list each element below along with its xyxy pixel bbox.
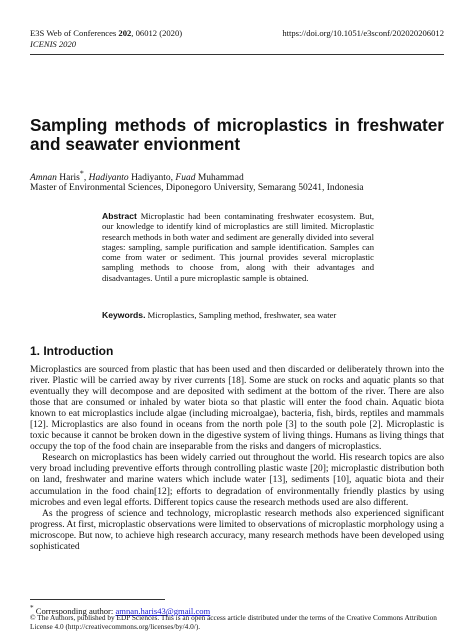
affiliation: Master of Environmental Sciences, Diponegoro University, Semarang 50241, Indonesia <box>30 183 364 193</box>
doi-link[interactable]: https://doi.org/10.1051/e3sconf/202020206012 <box>282 28 444 38</box>
journal-line <box>30 28 182 39</box>
paper-title: Sampling methods of microplastics in freshwater and seawater envionment <box>30 115 444 154</box>
footnote-rule <box>30 599 165 600</box>
paragraph: As the progress of science and technology, microplastic research methods also experienced significant progress. At first, microplastic observations were limited to observations of microplastic morphology using a microscope. But now, to achieve high research accuracy, many research methods have been developed using sophisticated <box>30 508 444 552</box>
article-number: , 06012 (2020) <box>131 28 183 38</box>
email-link[interactable]: amnan.haris43@gmail.com <box>115 605 211 616</box>
author-family-name: Haris <box>59 173 80 184</box>
footnote-label: Corresponding author: <box>33 605 116 616</box>
section-body <box>30 365 444 553</box>
abstract-text: Microplastic had been contaminating freshwater ecosystem. But, our knowledge to identify kind of microplastics are still limited. Microplastic research methods in both water and sediment are generally divided into several stages: sampling, sample purification and sample identification. Samples can come from water or sediment. This journal provides several microplastic sampling methods to choose from, along with their advantages and disadvantages. Until a pure microplastic sample is obtained. <box>102 211 374 283</box>
keywords-label: Keywords. <box>102 310 146 320</box>
license-notice: © The Authors, published by EDP Sciences. This is an open access article distributed under the terms of the Creative Commons Attribution License 4.0 (http://creativecommons.org/licenses/by/4.0/). <box>30 613 437 631</box>
paragraph: Microplastics are sourced from plastic that has been used and then discarded or deliberately thrown into the river. Plastic will be carried away by river currents [18]. Some are stuck on rocks and aquatic plants so that eventually they will decompose and are deposited with sediment at the bottom of the river. There are also those that are consumed or inhaled by water biota so that plastic will enter the food chain. Aquatic biota known to eat microplastics include algae (including microalgae), bacteria, fish, birds, reptiles and mammals [12]. Microplastics are also found in oceans from the north pole [3] to the south pole [2]. Microplastic is toxic because it cannot be broken down in the digestive system of living things. Humans as living things that occupy the top of the food chain are inseparable from the risks and dangers of microplastics. <box>30 365 444 453</box>
author-family-name: Hadiyanto <box>131 173 171 184</box>
running-header-left <box>30 28 182 50</box>
keywords-block <box>102 310 374 320</box>
keywords-text: Microplastics, Sampling method, freshwater, sea water <box>147 310 337 320</box>
journal-volume: 202 <box>118 28 132 38</box>
journal-name: E3S Web of Conferences <box>30 28 119 38</box>
author-given-name: Fuad <box>175 173 196 184</box>
author-given-name: Amnan <box>30 173 57 184</box>
footnote-marker: * <box>30 604 34 612</box>
abstract-block <box>102 211 374 283</box>
abstract-label: Abstract <box>102 211 137 221</box>
header-rule <box>30 54 444 55</box>
conference-series: ICENIS 2020 <box>30 39 77 49</box>
paragraph: Research on microplastics has been widely carried out throughout the world. His research topics are also very broad including preventive efforts through controlling plastic waste [20]; microplastic distribution both on land, freshwater and marine waters which include water [13], sediments [10], aquatic biota and their accumulation in the food chain[12]; efforts to degradation of environmentally friendly plastics by using microbes and even legal efforts. Different topics cause the research methods used are also different. <box>30 453 444 508</box>
section-heading: 1. Introduction <box>30 344 114 358</box>
corresponding-marker: * <box>79 169 84 178</box>
author-separator: , <box>170 173 176 184</box>
author-separator: , <box>83 173 89 184</box>
author-given-name: Hadiyanto <box>88 173 129 184</box>
author-family-name: Muhammad <box>197 173 244 184</box>
